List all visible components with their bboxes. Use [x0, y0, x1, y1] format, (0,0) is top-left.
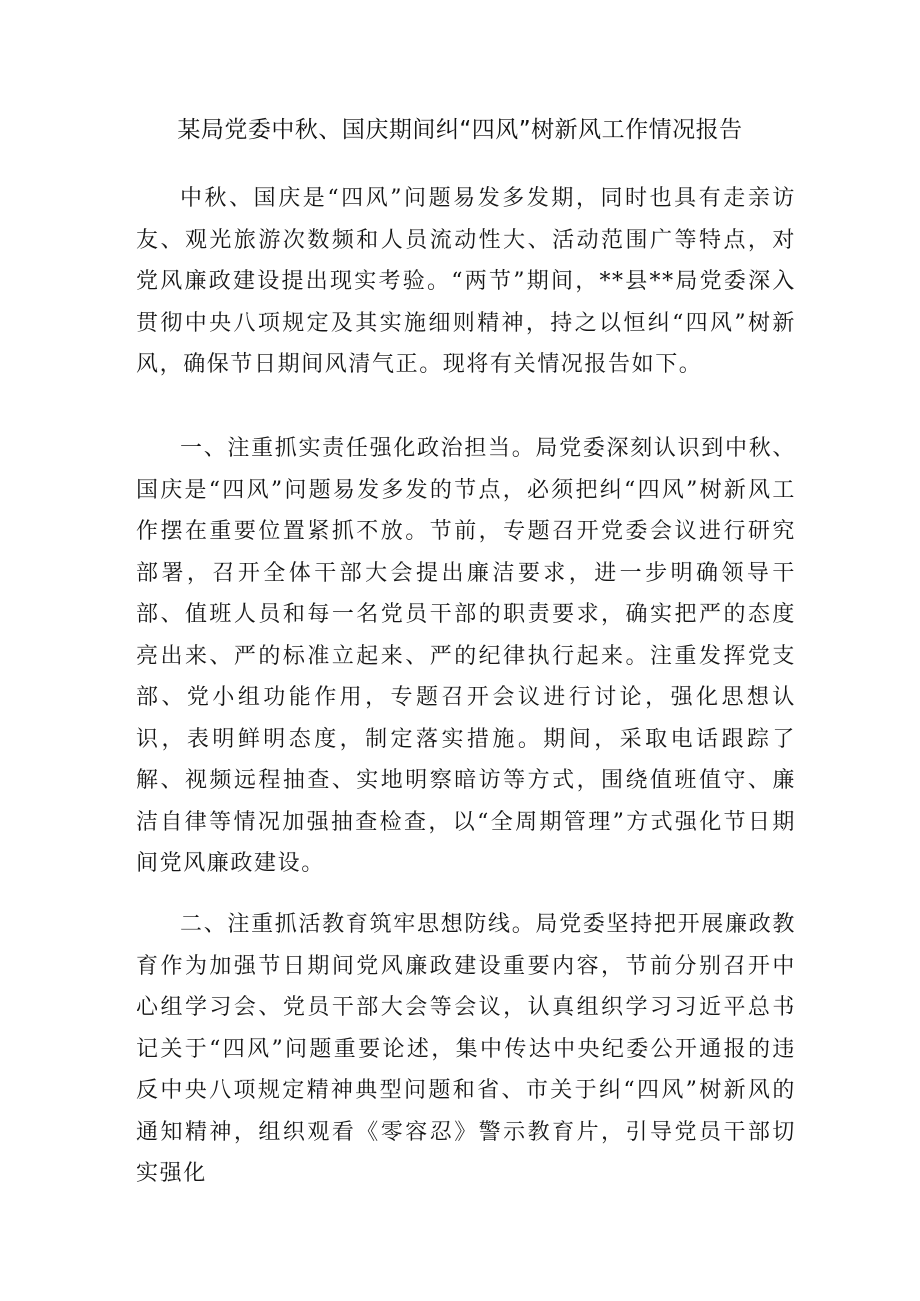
paragraph-intro: 中秋、国庆是“四风”问题易发多发期，同时也具有走亲访友、观光旅游次数频和人员流动性大、活动范围广等特点，对党风廉政建设提出现实考验。“两节”期间，**县**局党委深入贯彻中央八项规定及其实施细则精神，持之以恒纠“四风”树新风，确保节日期间风清气正。现将有关情况报告如下。	[136, 186, 796, 377]
paragraph-section-2: 二、注重抓活教育筑牢思想防线。局党委坚持把开展廉政教育作为加强节日期间党风廉政建设重要内容，节前分别召开中心组学习会、党员干部大会等会议，认真组织学习习近平总书记关于“四风”问题重要论述，集中传达中央纪委公开通报的违反中央八项规定精神典型问题和省、市关于纠“四风”树新风的通知精神，组织观看《零容忍》警示教育片，引导党员干部切实强化	[136, 912, 796, 1186]
document-title: 某局党委中秋、国庆期间纠“四风”树新风工作情况报告	[177, 117, 743, 143]
paragraph-section-1: 一、注重抓实责任强化政治担当。局党委深刻认识到中秋、国庆是“四风”问题易发多发的节点，必须把纠“四风”树新风工作摆在重要位置紧抓不放。节前，专题召开党委会议进行研究部署，召开全体干部大会提出廉洁要求，进一步明确领导干部、值班人员和每一名党员干部的职责要求，确实把严的态度亮出来、严的标准立起来、严的纪律执行起来。注重发挥党支部、党小组功能作用，专题召开会议进行讨论，强化思想认识，表明鲜明态度，制定落实措施。期间，采取电话跟踪了解、视频远程抽查、实地明察暗访等方式，围绕值班值守、廉洁自律等情况加强抽查检查，以“全周期管理”方式强化节日期间党风廉政建设。	[136, 436, 796, 876]
